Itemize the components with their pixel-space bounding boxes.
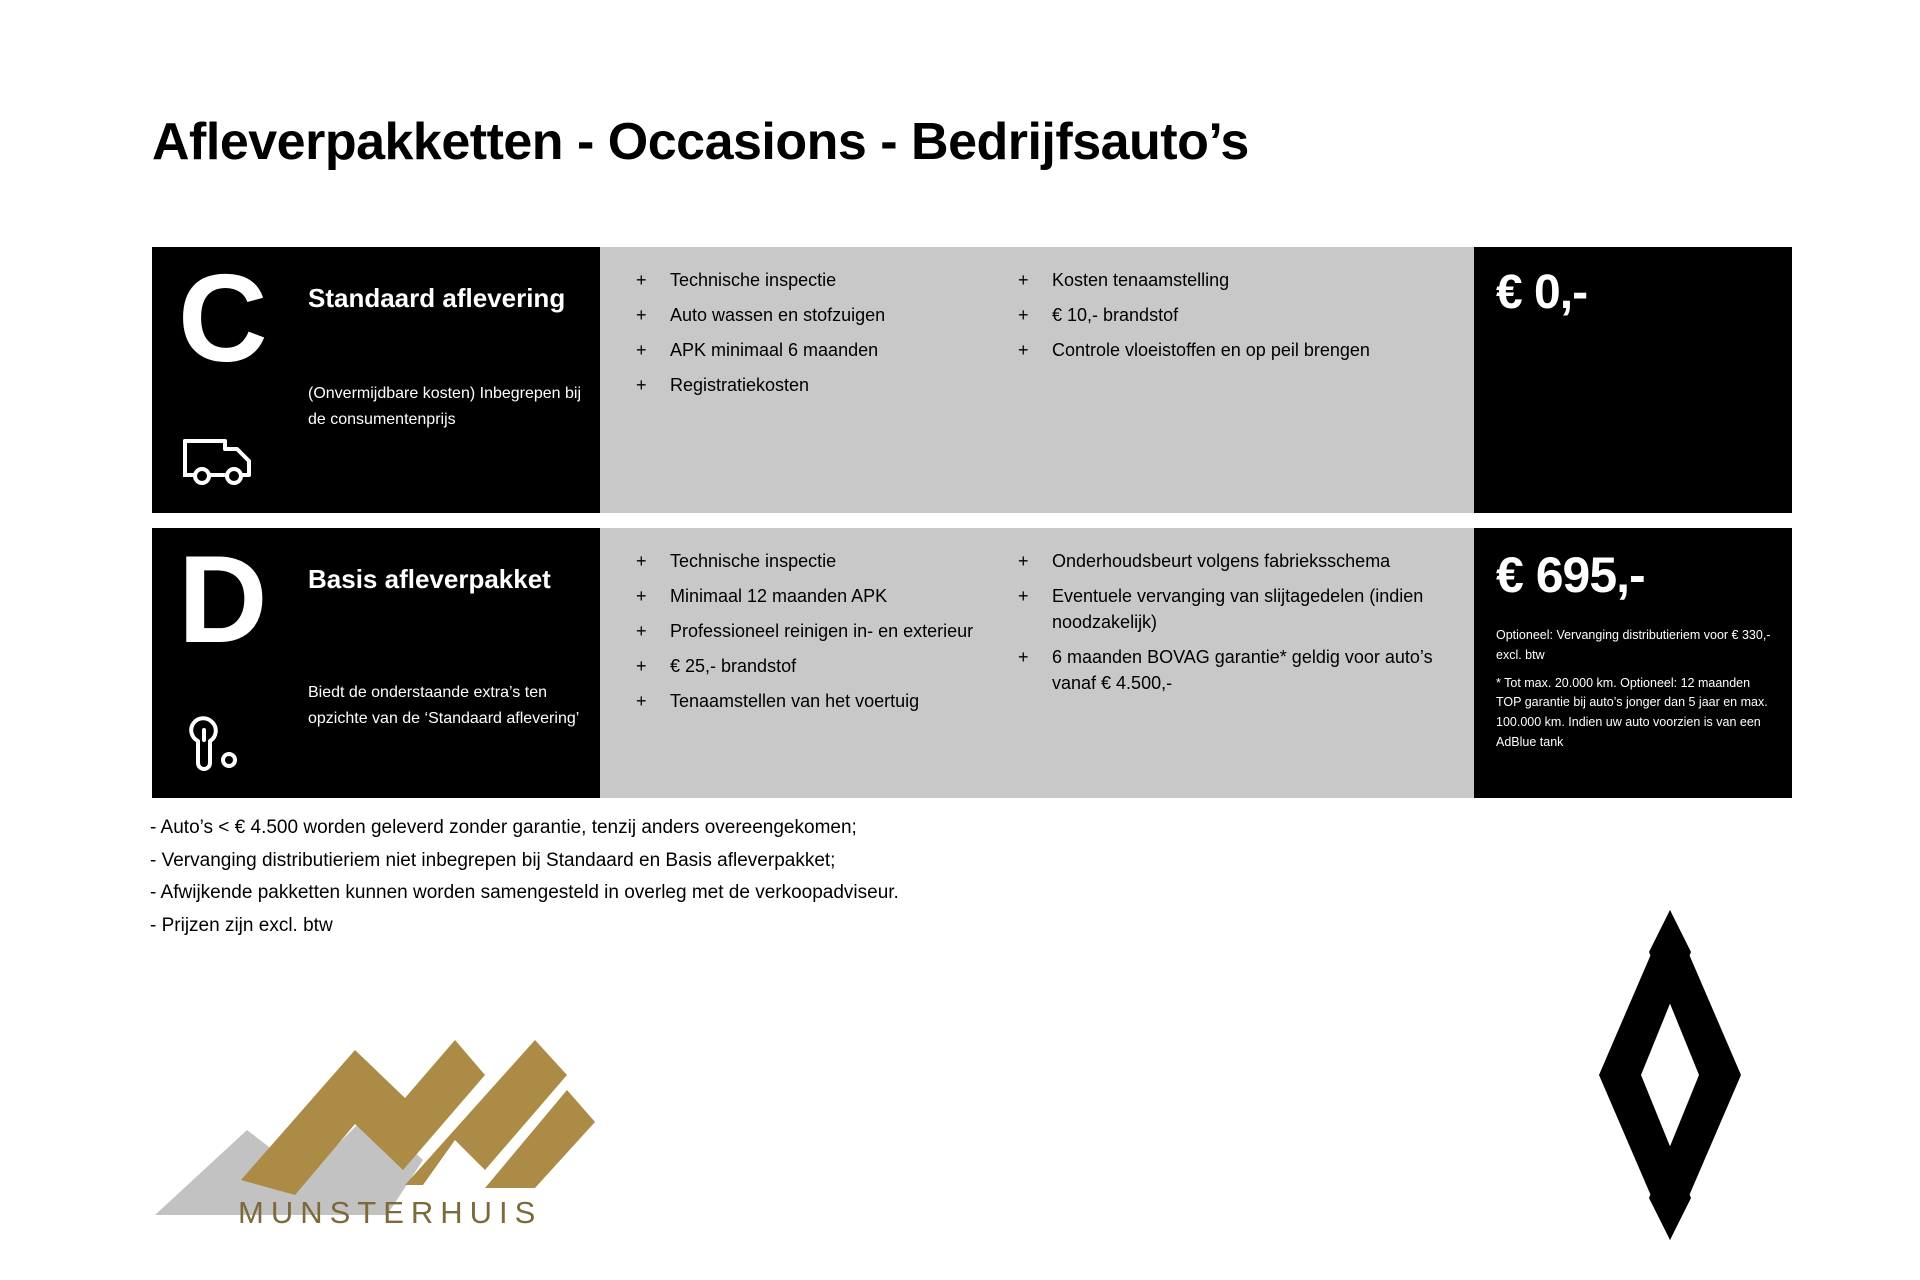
package-name: Basis afleverpakket xyxy=(308,564,551,594)
package-name: Standaard aflevering xyxy=(308,283,566,313)
plus-icon: + xyxy=(636,270,647,290)
plus-icon: + xyxy=(1018,586,1029,607)
feature-item xyxy=(1018,548,1474,574)
feature-label: Professioneel reinigen in- en exterieur xyxy=(670,621,974,642)
note-item: - Auto’s < € 4.500 worden geleverd zonder garantie, tenzij anders overeengekomen; xyxy=(150,817,857,838)
package-header-standard xyxy=(152,247,600,513)
feature-column-b xyxy=(990,267,1474,503)
plus-icon: + xyxy=(636,375,647,396)
price-value: € 695,- xyxy=(1496,547,1645,603)
feature-item xyxy=(636,267,990,293)
plus-icon: + xyxy=(636,551,647,571)
feature-item xyxy=(1018,583,1474,635)
fineprint-line: Optioneel: Vervanging distributieriem voor € 330,- excl. btw xyxy=(1496,628,1771,662)
feature-column-a xyxy=(600,548,990,788)
package-letter: D xyxy=(178,531,264,669)
feature-column-a xyxy=(600,267,990,503)
package-price-basis xyxy=(1474,528,1792,798)
feature-label: Auto wassen en stofzuigen xyxy=(670,305,886,326)
feature-label: Registratiekosten xyxy=(670,375,810,396)
plus-icon: + xyxy=(636,305,647,326)
package-features-standard xyxy=(600,247,1474,513)
plus-icon: + xyxy=(636,656,647,677)
note-item: - Vervanging distributieriem niet inbegrepen bij Standaard en Basis afleverpakket; xyxy=(150,849,836,871)
price-fineprint xyxy=(1496,626,1778,761)
van-icon xyxy=(182,431,260,489)
feature-item xyxy=(1018,644,1474,696)
feature-item xyxy=(1018,337,1474,363)
package-features-basis xyxy=(600,528,1474,798)
plus-icon: + xyxy=(1018,305,1029,326)
note-item: - Prijzen zijn excl. btw xyxy=(150,915,333,937)
feature-label: APK minimaal 6 maanden xyxy=(670,340,879,361)
feature-item xyxy=(1018,302,1474,328)
feature-label: Onderhoudsbeurt volgens fabrieksschema xyxy=(1052,551,1391,571)
feature-label: Controle vloeistoffen en op peil brengen xyxy=(1052,340,1370,361)
feature-item xyxy=(636,653,990,679)
munsterhuis-wordmark: MUNSTERHUIS xyxy=(238,1195,543,1230)
package-subtitle: Biedt de onderstaande extra’s ten opzichte van de ‘Standaard aflevering’ xyxy=(308,684,580,727)
price-value: € 0,- xyxy=(1496,266,1588,319)
plus-icon: + xyxy=(636,621,647,642)
plus-icon: + xyxy=(1018,340,1029,361)
feature-item xyxy=(636,302,990,328)
page-title: Afleverpakketten - Occasions - Bedrijfsauto’s xyxy=(152,113,1249,171)
feature-label: Kosten tenaamstelling xyxy=(1052,270,1230,290)
package-row-basis xyxy=(152,528,1792,798)
plus-icon: + xyxy=(636,586,647,607)
feature-item xyxy=(636,372,990,398)
feature-label: Technische inspectie xyxy=(670,551,837,571)
package-header-basis xyxy=(152,528,600,798)
feature-label: € 25,- brandstof xyxy=(670,656,797,677)
feature-column-b xyxy=(990,548,1474,788)
fineprint-line: * Tot max. 20.000 km. Optioneel: 12 maanden TOP garantie bij auto’s jonger dan 5 jaar en max. 100.000 km. Indien uw auto voorzien is van een AdBlue tank xyxy=(1496,675,1768,749)
feature-item xyxy=(636,583,990,609)
feature-item xyxy=(636,548,990,574)
plus-icon: + xyxy=(636,340,647,361)
package-price-standard xyxy=(1474,247,1792,513)
package-subtitle: (Onvermijdbare kosten) Inbegrepen bij de consumentenprijs xyxy=(308,385,582,428)
plus-icon: + xyxy=(1018,647,1029,668)
package-letter: C xyxy=(178,250,264,388)
feature-label: Technische inspectie xyxy=(670,270,837,290)
package-row-standard xyxy=(152,247,1792,513)
feature-label: Tenaamstellen van het voertuig xyxy=(670,691,920,712)
feature-item xyxy=(1018,267,1474,293)
feature-label: Eventuele vervanging van slijtagedelen (indien noodzakelijk) xyxy=(1052,586,1424,633)
plus-icon: + xyxy=(636,691,647,712)
feature-label: € 10,- brandstof xyxy=(1052,305,1179,326)
feature-item xyxy=(636,618,990,644)
renault-logo xyxy=(1545,910,1795,1240)
feature-label: Minimaal 12 maanden APK xyxy=(670,586,888,607)
feature-item xyxy=(636,688,990,714)
notes-list xyxy=(150,812,899,943)
feature-item xyxy=(636,337,990,363)
plus-icon: + xyxy=(1018,270,1029,290)
feature-label: 6 maanden BOVAG garantie* geldig voor auto’s vanaf € 4.500,- xyxy=(1052,647,1433,694)
note-item: - Afwijkende pakketten kunnen worden samengesteld in overleg met de verkoopadviseur. xyxy=(150,882,899,904)
wrench-icon xyxy=(182,716,260,774)
plus-icon: + xyxy=(1018,551,1029,571)
